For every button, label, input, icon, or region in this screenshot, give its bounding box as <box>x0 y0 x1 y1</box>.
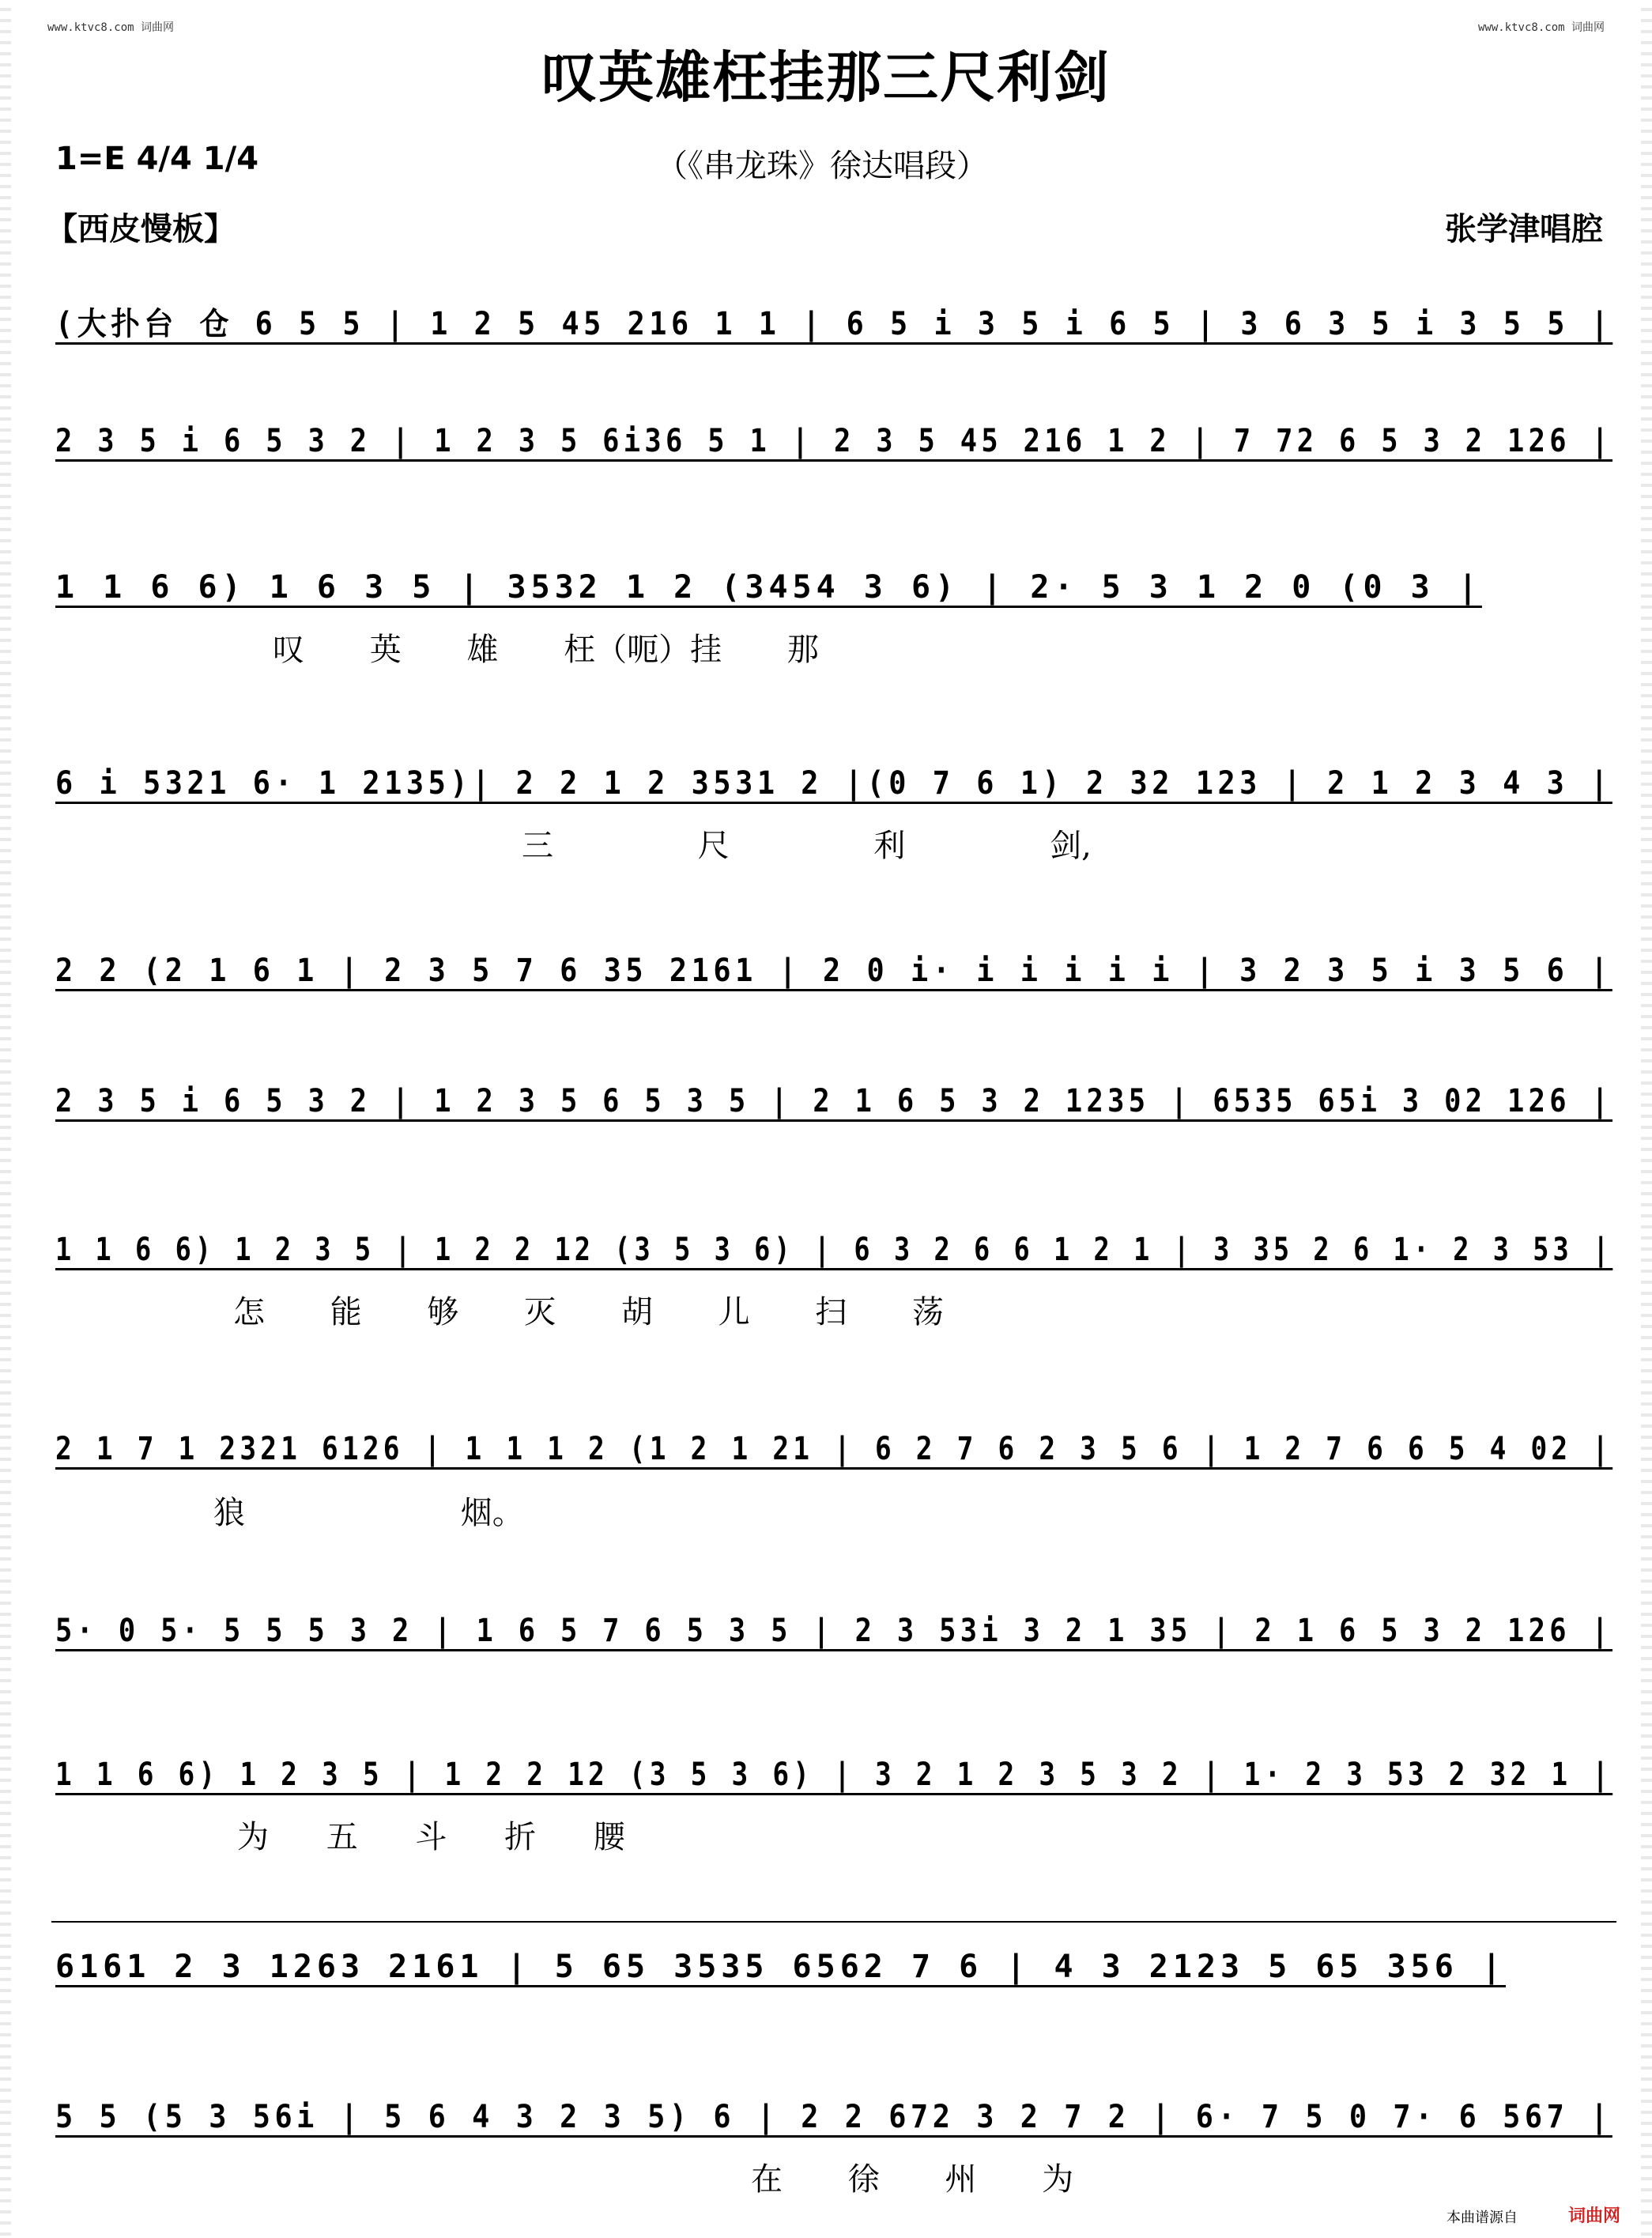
lyrics: 在 徐 州 为 <box>751 2161 1074 2198</box>
song-title: 叹英雄枉挂那三尺利剑 <box>541 45 1111 110</box>
notation: 5· 0 5· 5 5 5 3 2 | 1 6 5 7 6 5 3 5 | 2 3 53i 3 2 1 35 | 2 1 6 5 3 2 126 | <box>55 1613 1613 1649</box>
page-border-right <box>1641 0 1652 2238</box>
watermark-right: www.ktvc8.com 词曲网 <box>1477 21 1605 34</box>
notation: 2 3 5 i 6 5 3 2 | 1 2 3 5 6i36 5 1 | 2 3 5 45 216 1 2 | 7 72 6 5 3 2 126 | <box>55 423 1613 459</box>
notation: 1 1 6 6) 1 2 3 5 | 1 2 2 12 (3 5 3 6) | 6 3 2 6 6 1 2 1 | 3 35 2 6 1· 2 3 53 | <box>55 1232 1613 1268</box>
page-border-left <box>0 0 11 2238</box>
singer-credit: 张学津唱腔 <box>1445 211 1603 247</box>
lyrics: 叹 英 雄 枉（呃）挂 那 <box>273 632 819 668</box>
divider-line <box>51 1921 1616 1923</box>
notation: 6161 2 3 1263 2161 | 5 65 3535 6562 7 6 | 4 3 2123 5 65 356 | <box>55 1949 1507 1985</box>
footer-source: 本曲谱源自 <box>1446 2210 1518 2226</box>
notation: 2 2 (2 1 6 1 | 2 3 5 7 6 35 2161 | 2 0 i· i i i i i | 3 2 3 5 i 3 5 6 | <box>55 953 1612 989</box>
notation: 6 i 5321 6· 1 2135)| 2 2 1 2 3531 2 |(0 7 6 1) 2 32 123 | 2 1 2 3 4 3 | <box>55 765 1612 802</box>
subtitle: （《串龙珠》徐达唱段） <box>656 148 988 184</box>
notation: 5 5 (5 3 56i | 5 6 4 3 2 3 5) 6 | 2 2 672 3 2 7 2 | 6· 7 5 0 7· 6 567 | <box>55 2099 1612 2135</box>
site-logo[interactable]: 词曲网 <box>1567 2206 1620 2226</box>
tempo-marking: 【西皮慢板】 <box>46 211 236 247</box>
lyrics: 怎 能 够 灭 胡 儿 扫 荡 <box>233 1294 945 1330</box>
key-signature: 1=E 4/4 1/4 <box>55 141 259 177</box>
lyrics: 狼 烟。 <box>213 1495 524 1531</box>
notation: 1 1 6 6) 1 6 3 5 | 3532 1 2 (3454 3 6) | 2· 5 3 1 2 0 (0 3 | <box>55 569 1482 606</box>
lyrics: 三 尺 利 剑, <box>522 828 1092 864</box>
notation: (大扑台 仓 6 5 5 | 1 2 5 45 216 1 1 | 6 5 i 3 5 i 6 5 | 3 6 3 5 i 3 5 5 | <box>55 306 1613 342</box>
notation: 2 1 7 1 2321 6126 | 1 1 1 2 (1 2 1 21 | 6 2 7 6 2 3 5 6 | 1 2 7 6 6 5 4 02 | <box>55 1431 1613 1467</box>
lyrics: 为 五 斗 折 腰 <box>237 1819 625 1855</box>
notation: 1 1 6 6) 1 2 3 5 | 1 2 2 12 (3 5 3 6) | 3 2 1 2 3 5 3 2 | 1· 2 3 53 2 32 1 | <box>55 1757 1613 1793</box>
watermark-left: www.ktvc8.com 词曲网 <box>47 21 175 34</box>
notation: 2 3 5 i 6 5 3 2 | 1 2 3 5 6 5 3 5 | 2 1 6 5 3 2 1235 | 6535 65i 3 02 126 | <box>55 1083 1613 1119</box>
